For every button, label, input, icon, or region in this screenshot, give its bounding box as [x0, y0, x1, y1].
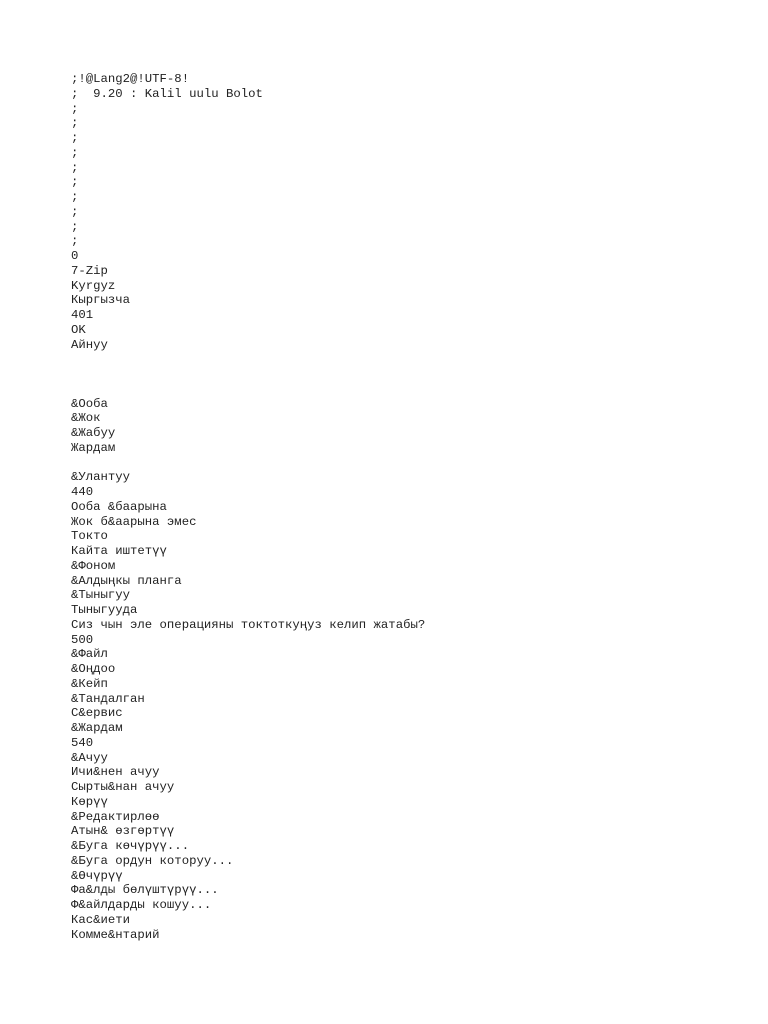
text-line: &Жардам [71, 721, 123, 735]
text-line: &Ачуу [71, 750, 108, 765]
text-line: 7-Zip [71, 263, 108, 278]
text-line: Комме&нтарий [71, 927, 160, 942]
text-line: Атын& өзгөртүү [71, 824, 175, 839]
text-line [71, 352, 425, 367]
text-line: Тыныгууда [71, 603, 138, 617]
text-line: Жардам [71, 440, 116, 455]
text-line: &Тандалган [71, 691, 145, 706]
text-line: Сиз чын эле операцияны токтоткуңуз келип жатабы? [71, 617, 426, 632]
text-line: 440 [71, 485, 94, 499]
text-line: Көрүү [71, 794, 108, 809]
text-line: Ф&айлдарды кошуу... [71, 898, 212, 912]
text-line: Кыргызча [71, 293, 131, 308]
text-line: Фа&лды бөлүштүрүү... [71, 883, 219, 898]
text-line: Kyrgyz [71, 278, 116, 293]
text-line: ; 9.20 : Kalil uulu Bolot [71, 86, 263, 101]
text-line: &Ооба [71, 396, 108, 411]
text-line: 540 [71, 735, 94, 750]
text-line: Сырты&нан ачуу [71, 780, 175, 794]
text-line: ; [71, 131, 79, 145]
text-line: Ичи&нен ачуу [71, 765, 160, 780]
text-line: &Жабуу [71, 426, 116, 440]
text-line: &Өчүрүү [71, 868, 123, 883]
text-line [71, 382, 425, 397]
text-line: &Фоном [71, 558, 116, 573]
language-file-text [71, 72, 425, 942]
text-line: 401 [71, 308, 94, 322]
text-line: OK [71, 322, 86, 337]
text-line: &Тыныгуу [71, 588, 131, 603]
text-line: ; [71, 101, 79, 116]
text-line: 0 [71, 249, 79, 263]
text-line: Кайта иштетүү [71, 544, 167, 558]
text-line: ; [71, 190, 79, 204]
text-line: ; [71, 160, 79, 175]
text-line: &Жок [71, 411, 101, 426]
text-line: &Файл [71, 647, 108, 662]
text-line: Токто [71, 529, 108, 544]
text-line: ; [71, 116, 79, 131]
text-line: 500 [71, 632, 94, 647]
text-line: ;!@Lang2@!UTF-8! [71, 72, 190, 86]
text-line: С&ервис [71, 706, 123, 721]
text-line: ; [71, 145, 79, 160]
text-line: &Редактирлөө [71, 809, 160, 824]
text-line: &Буга көчүрүү... [71, 839, 190, 853]
text-line: &Кейп [71, 676, 108, 691]
text-line [71, 367, 425, 382]
text-line: Жок б&аарына эмес [71, 514, 197, 529]
text-line: Ооба &баарына [71, 499, 167, 514]
text-line [71, 456, 425, 471]
text-line: ; [71, 175, 79, 190]
text-line: &Оңдоо [71, 662, 116, 676]
text-line: ; [71, 204, 79, 219]
text-line: &Буга ордун которуу... [71, 853, 234, 868]
text-line: &Улантуу [71, 470, 131, 485]
text-line: ; [71, 234, 79, 249]
text-line: Кас&иети [71, 912, 131, 927]
text-line: &Алдыңкы планга [71, 573, 182, 588]
text-line: ; [71, 219, 79, 234]
text-line: Айнуу [71, 337, 108, 352]
